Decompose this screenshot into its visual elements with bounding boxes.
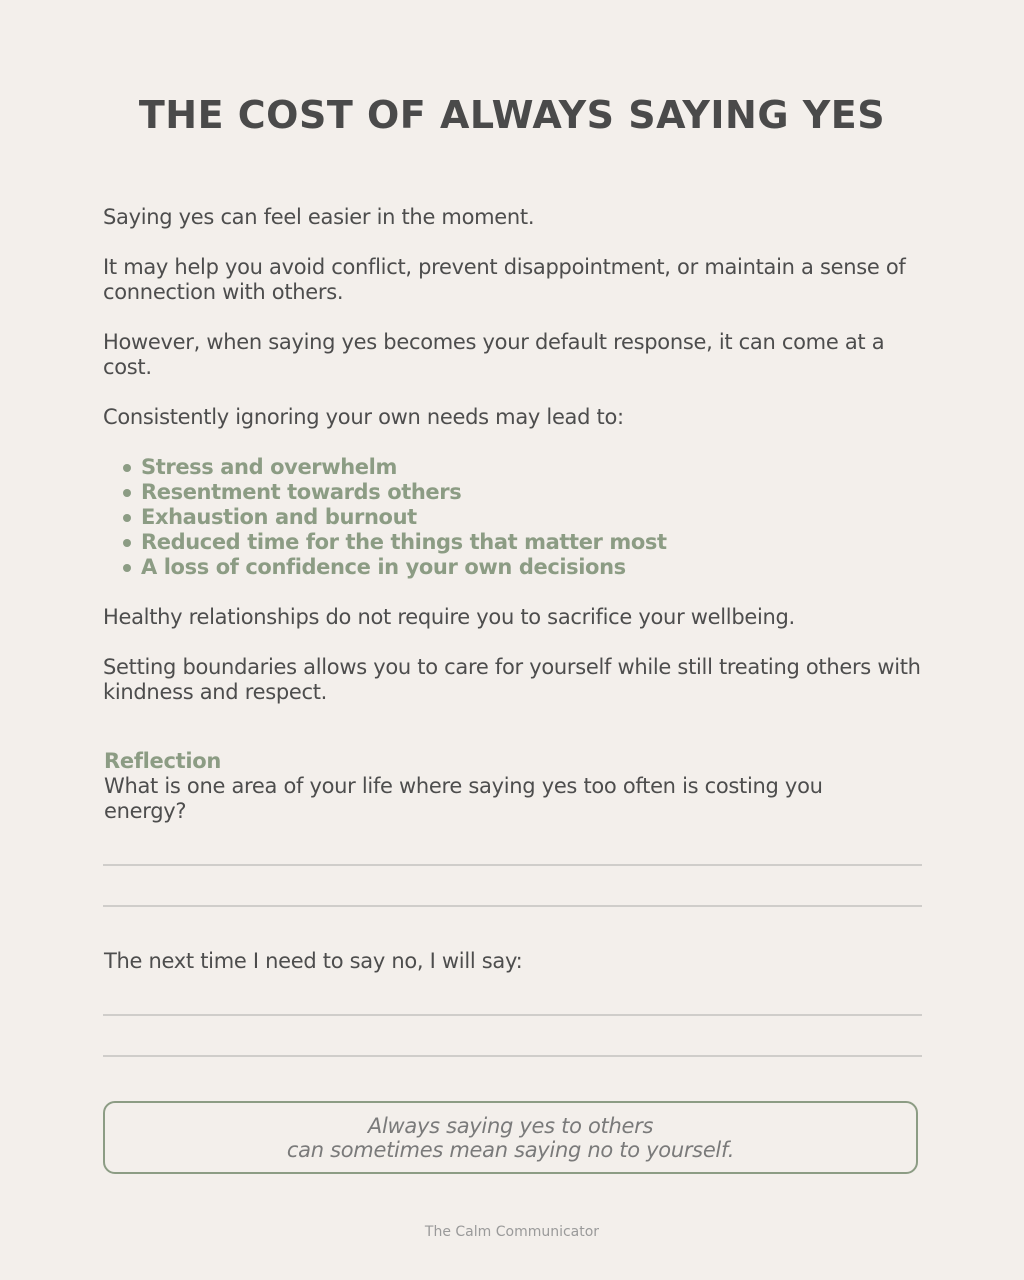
quote-box (103, 1101, 918, 1174)
answer-line[interactable] (103, 864, 922, 866)
answer-line[interactable] (103, 1055, 922, 1057)
reflection-heading: Reflection (104, 749, 222, 773)
quote-line: can sometimes mean saying no to yourself. (286, 1137, 735, 1162)
cost-list-item-text: A loss of confidence in your own decisions (141, 555, 626, 579)
bullet-icon (123, 514, 131, 522)
closing-paragraph: Setting boundaries allows you to care for yourself while still treating others with kindness and respect. (103, 655, 921, 704)
bullet-icon (123, 564, 131, 572)
footer-brand: The Calm Communicator (424, 1224, 600, 1240)
answer-line[interactable] (103, 1014, 922, 1016)
answer-line[interactable] (103, 905, 922, 907)
body-content (103, 205, 923, 730)
cost-list-item (121, 530, 923, 555)
cost-list-item-text: Resentment towards others (141, 480, 462, 504)
quote-line: Always saying yes to others (367, 1113, 654, 1138)
cost-list-item-text: Stress and overwhelm (141, 455, 397, 479)
bullet-icon (123, 539, 131, 547)
page-title: THE COST OF ALWAYS SAYING YES (138, 93, 886, 137)
intro-paragraph: Consistently ignoring your own needs may lead to: (103, 405, 624, 429)
intro-paragraph: Saying yes can feel easier in the moment. (103, 205, 535, 229)
cost-list (103, 455, 923, 580)
say-no-prompt: The next time I need to say no, I will say: (104, 949, 523, 973)
reflection-question: What is one area of your life where saying yes too often is costing you energy? (104, 774, 823, 823)
cost-list-item-text: Exhaustion and burnout (141, 505, 417, 529)
intro-paragraph: It may help you avoid conflict, prevent disappointment, or maintain a sense of connection with others. (103, 255, 906, 304)
cost-list-item-text: Reduced time for the things that matter most (141, 530, 667, 554)
intro-paragraph: However, when saying yes becomes your default response, it can come at a cost. (103, 330, 885, 379)
bullet-icon (123, 464, 131, 472)
cost-list-item (121, 555, 923, 580)
bullet-icon (123, 489, 131, 497)
closing-paragraph: Healthy relationships do not require you to sacrifice your wellbeing. (103, 605, 795, 629)
cost-list-item (121, 480, 923, 505)
cost-list-item (121, 505, 923, 530)
cost-list-item (121, 455, 923, 480)
